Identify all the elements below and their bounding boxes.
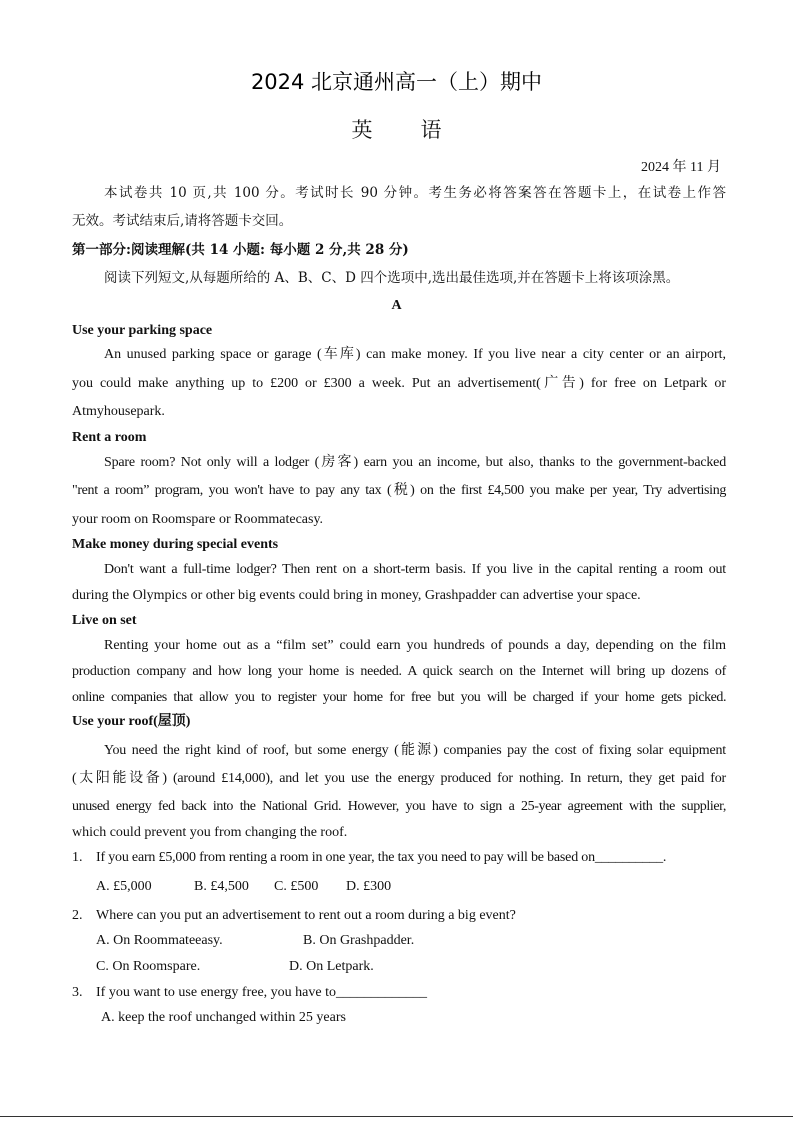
question-2-option-c: C. On Roomspare. — [96, 959, 201, 974]
page-bottom-divider — [0, 1116, 793, 1117]
section-rent-room-line-3: your room on Roomspare or Roommatecasy. — [72, 512, 324, 527]
question-3-number: 3. — [72, 985, 83, 1000]
passage-label: A — [391, 298, 402, 313]
intro-line-2: 无效。考试结束后,请将答题卡交回。 — [72, 213, 293, 229]
question-2-number: 2. — [72, 908, 83, 923]
section-roof-line-1: You need the right kind of roof, but some energy (能源) companies pay the cost of fixing solar equipment — [104, 743, 726, 758]
section-parking-line-3: Atmyhousepark. — [72, 404, 165, 419]
section-parking-line-1: An unused parking space or garage (车库) can make money. If you live near a city center or an airport, — [104, 347, 726, 362]
question-1-option-b: B. £4,500 — [194, 879, 249, 894]
part1-instruction: 阅读下列短文,从每题所给的 A、B、C、D 四个选项中,选出最佳选项,并在答题卡上将该项涂黑。 — [104, 270, 680, 286]
question-3-stem: If you want to use energy free, you have to_____________ — [96, 985, 427, 1000]
section-heading-special-events: Make money during special events — [72, 537, 279, 552]
question-1-number: 1. — [72, 850, 83, 865]
intro-line-1: 本试卷共 10 页,共 100 分。考试时长 90 分钟。考生务必将答案答在答题卡上，在试卷上作答 — [104, 185, 726, 201]
exam-title: 2024 北京通州高一（上）期中 — [250, 70, 543, 94]
section-roof-line-2: (太阳能设备) (around £14,000), and let you use the energy produced for nothing. In return, they get paid for — [72, 771, 726, 786]
question-1-option-a: A. £5,000 — [96, 879, 152, 894]
part1-heading: 第一部分:阅读理解(共 14 小题: 每小题 2 分,共 28 分) — [72, 242, 409, 258]
section-heading-rent-room: Rent a room — [72, 430, 147, 445]
section-heading-live-on-set: Live on set — [72, 613, 137, 628]
section-roof-line-4: which could prevent you from changing the roof. — [72, 825, 348, 840]
subject-title: 英语 — [351, 118, 490, 142]
section-events-line-1: Don't want a full-time lodger? Then rent on a short-term basis. If you live in the capital renting a room out — [104, 562, 726, 577]
question-2-option-d: D. On Letpark. — [289, 959, 374, 974]
exam-date: 2024 年 11 月 — [641, 160, 721, 175]
question-1-option-d: D. £300 — [346, 879, 392, 894]
question-2-stem: Where can you put an advertisement to rent out a room during a big event? — [96, 908, 516, 923]
question-2-option-b: B. On Grashpadder. — [303, 933, 415, 948]
question-1-stem: If you earn £5,000 from renting a room in one year, the tax you need to pay will be based on__________. — [96, 850, 667, 865]
section-events-line-2: during the Olympics or other big events could bring in money, Grashpadder can advertise your space. — [72, 588, 641, 603]
section-heading-parking: Use your parking space — [72, 323, 213, 338]
question-3-option-a: A. keep the roof unchanged within 25 years — [101, 1010, 346, 1025]
section-set-line-2: production company and how long your home is needed. A quick search on the Internet will bring up dozens of — [72, 664, 726, 679]
section-set-line-3: online companies that allow you to register your home for free but you will be charged if your home gets picked. — [72, 690, 726, 705]
section-heading-roof: Use your roof(屋顶) — [72, 714, 191, 729]
section-rent-room-line-2: "rent a room” program, you won't have to pay any tax (税) on the first £4,500 you make per year, Try advertising — [72, 483, 726, 498]
question-1-option-c: C. £500 — [274, 879, 319, 894]
section-parking-line-2: you could make anything up to £200 or £300 a week. Put an advertisement(广告) for free on Letpark or — [72, 376, 726, 391]
section-set-line-1: Renting your home out as a “film set” could earn you hundreds of pounds a day, depending on the film — [104, 638, 726, 653]
section-roof-line-3: unused energy fed back into the National Grid. However, you have to sign a 25-year agreement with the supplier, — [72, 799, 726, 814]
question-2-option-a: A. On Roommateeasy. — [96, 933, 223, 948]
section-rent-room-line-1: Spare room? Not only will a lodger (房客) earn you an income, but also, thanks to the government-backed — [104, 455, 726, 470]
